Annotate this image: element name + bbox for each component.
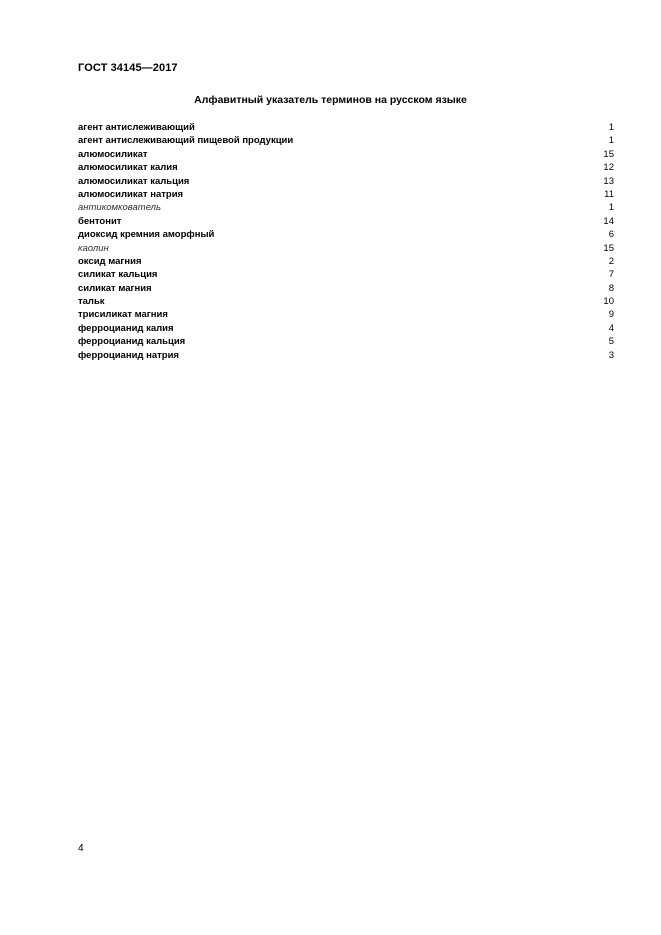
index-page-ref: 15	[603, 148, 614, 160]
index-term: ферроцианид кальция	[78, 336, 186, 348]
index-entry	[78, 188, 614, 201]
index-term: бентонит	[78, 215, 122, 227]
index-entry	[78, 255, 614, 268]
index-page-ref: 5	[608, 336, 614, 348]
index-page-ref: 1	[608, 202, 614, 214]
index-page-ref: 6	[608, 229, 614, 241]
index-page-ref: 9	[608, 309, 614, 321]
index-entry	[78, 335, 614, 348]
index-term: алюмосиликат	[78, 148, 148, 160]
index-term: силикат магния	[78, 282, 152, 294]
page-number: 4	[78, 843, 84, 854]
index-entry	[78, 134, 614, 147]
index-term: трисиликат магния	[78, 309, 168, 321]
index-term: ферроцианид натрия	[78, 349, 179, 361]
index-term: тальк	[78, 296, 105, 308]
index-term: диоксид кремния аморфный	[78, 229, 215, 241]
document-code: ГОСТ 34145—2017	[78, 62, 178, 74]
term-index-list	[78, 121, 614, 362]
index-entry	[78, 295, 614, 308]
index-term: каолин	[78, 242, 109, 254]
index-term: антикомкователь	[78, 202, 162, 214]
index-entry	[78, 322, 614, 335]
index-entry	[78, 201, 614, 214]
index-title: Алфавитный указатель терминов на русском языке	[194, 94, 467, 106]
index-term: алюмосиликат калия	[78, 162, 178, 174]
index-entry	[78, 268, 614, 281]
index-page-ref: 8	[608, 282, 614, 294]
index-entry	[78, 121, 614, 134]
index-entry	[78, 282, 614, 295]
index-entry	[78, 161, 614, 174]
index-page-ref: 4	[608, 322, 614, 334]
index-page-ref: 1	[608, 122, 614, 133]
index-entry	[78, 228, 614, 241]
index-term: алюмосиликат кальция	[78, 175, 190, 187]
index-page-ref: 2	[608, 255, 614, 267]
index-page-ref: 12	[603, 162, 614, 174]
index-page-ref: 7	[608, 269, 614, 281]
index-page-ref: 11	[604, 188, 614, 200]
index-page-ref: 3	[608, 349, 614, 361]
index-term: оксид магния	[78, 255, 142, 267]
index-term: ферроцианид калия	[78, 322, 174, 334]
index-entry	[78, 242, 614, 255]
index-page-ref: 13	[603, 175, 614, 187]
index-entry	[78, 148, 614, 161]
index-entry	[78, 175, 614, 188]
index-term: агент антислеживающий	[78, 122, 195, 133]
index-entry	[78, 308, 614, 321]
index-term: силикат кальция	[78, 269, 158, 281]
index-page-ref: 1	[608, 135, 614, 147]
index-term: алюмосиликат натрия	[78, 188, 184, 200]
index-page-ref: 15	[603, 242, 614, 254]
index-entry	[78, 215, 614, 228]
index-entry	[78, 349, 614, 362]
index-page-ref: 10	[603, 296, 614, 308]
index-page-ref: 14	[603, 215, 614, 227]
index-term: агент антислеживающий пищевой продукции	[78, 135, 294, 147]
